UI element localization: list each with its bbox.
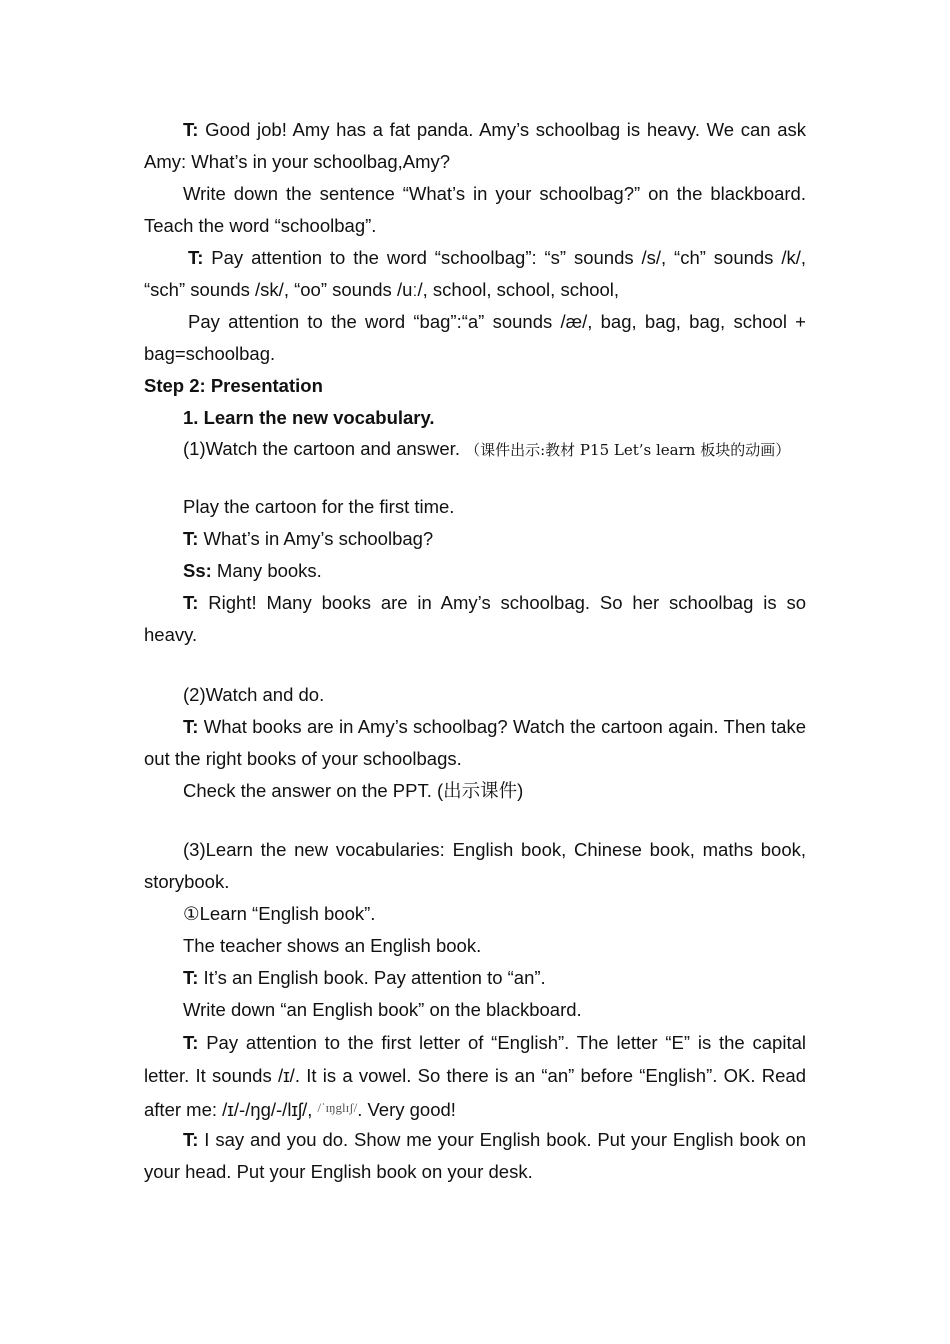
paragraph-text: Pay attention to the word “schoolbag”: “s” sounds /s/, “ch” sounds /k/, “sch” sounds /sk/, “oo” sounds /uː/, school, school, school, (144, 247, 806, 300)
paragraph (144, 930, 806, 962)
speaker-label: T: (183, 528, 199, 549)
paragraph (144, 587, 806, 651)
paragraph-text: Write down “an English book” on the blackboard. (183, 999, 582, 1020)
paragraph (144, 306, 806, 370)
paragraph (144, 491, 806, 523)
paragraph-text: Pay attention to the first letter of “English”. The letter “E” is the capital letter. It sounds /ɪ/. It is a vowel. So there is an “an” before “English”. OK. Read after me: /ɪ/-/ŋg/-/lɪʃ/, (144, 1032, 806, 1120)
speaker-label: T: (183, 967, 199, 988)
paragraph-text: Write down the sentence “What’s in your schoolbag?” on the blackboard. Teach the word “schoolbag”. (144, 183, 806, 236)
paragraph-text: (2)Watch and do. (183, 684, 325, 705)
speaker-label: T: (188, 247, 204, 268)
speaker-label: T: (183, 1129, 199, 1150)
paragraph (144, 962, 806, 994)
paragraph (144, 679, 806, 711)
paragraph-text: (1)Watch the cartoon and answer. (183, 438, 466, 459)
phonetic-transcription: /ˈɪŋglɪʃ/ (317, 1100, 358, 1115)
subsection-heading (144, 402, 806, 434)
paragraph-text: Pay attention to the word “bag”:“a” sounds /æ/, bag, bag, bag, school + bag=schoolbag. (144, 311, 806, 364)
paragraph-text: Right! Many books are in Amy’s schoolbag. So her schoolbag is so heavy. (144, 592, 806, 645)
paragraph (144, 711, 806, 775)
heading-text: 1. Learn the new vocabulary. (183, 407, 435, 428)
paragraph (144, 1027, 806, 1127)
paragraph-text: (3)Learn the new vocabularies: English book, Chinese book, maths book, storybook. (144, 839, 806, 892)
paragraph-text: Play the cartoon for the first time. (183, 496, 455, 517)
paragraph-text: . Very good! (357, 1099, 456, 1120)
paragraph (144, 523, 806, 555)
speaker-label: T: (183, 592, 199, 613)
paragraph-text: The teacher shows an English book. (183, 935, 482, 956)
paragraph (144, 1124, 806, 1188)
paragraph (144, 178, 806, 242)
chinese-note: （课件出示:教材 P15 Let’s learn 板块的动画） (465, 441, 791, 459)
paragraph-text: Good job! Amy has a fat panda. Amy’s schoolbag is heavy. We can ask Amy: What’s in your schoolbag,Amy? (144, 119, 806, 172)
paragraph (144, 242, 806, 306)
speaker-label: Ss: (183, 560, 212, 581)
paragraph-text: What’s in Amy’s schoolbag? (198, 528, 434, 549)
paragraph (144, 555, 806, 587)
paragraph (144, 775, 806, 807)
paragraph-text: Many books. (211, 560, 322, 581)
paragraph (144, 834, 806, 898)
speaker-label: T: (183, 1032, 199, 1053)
paragraph-text: It’s an English book. Pay attention to “an”. (198, 967, 546, 988)
paragraph-text: ①Learn “English book”. (183, 903, 376, 924)
heading-text: Step 2: Presentation (144, 375, 323, 396)
paragraph (144, 898, 806, 930)
paragraph-text: I say and you do. Show me your English book. Put your English book on your head. Put your English book on your desk. (144, 1129, 806, 1182)
paragraph (144, 114, 806, 178)
paragraph-text: What books are in Amy’s schoolbag? Watch the cartoon again. Then take out the right books of your schoolbags. (144, 716, 806, 769)
paragraph (144, 434, 806, 465)
speaker-label: T: (183, 119, 199, 140)
paragraph-text: Check the answer on the PPT. (出示课件) (183, 780, 524, 801)
speaker-label: T: (183, 716, 199, 737)
section-heading (144, 370, 806, 402)
paragraph (144, 994, 806, 1026)
